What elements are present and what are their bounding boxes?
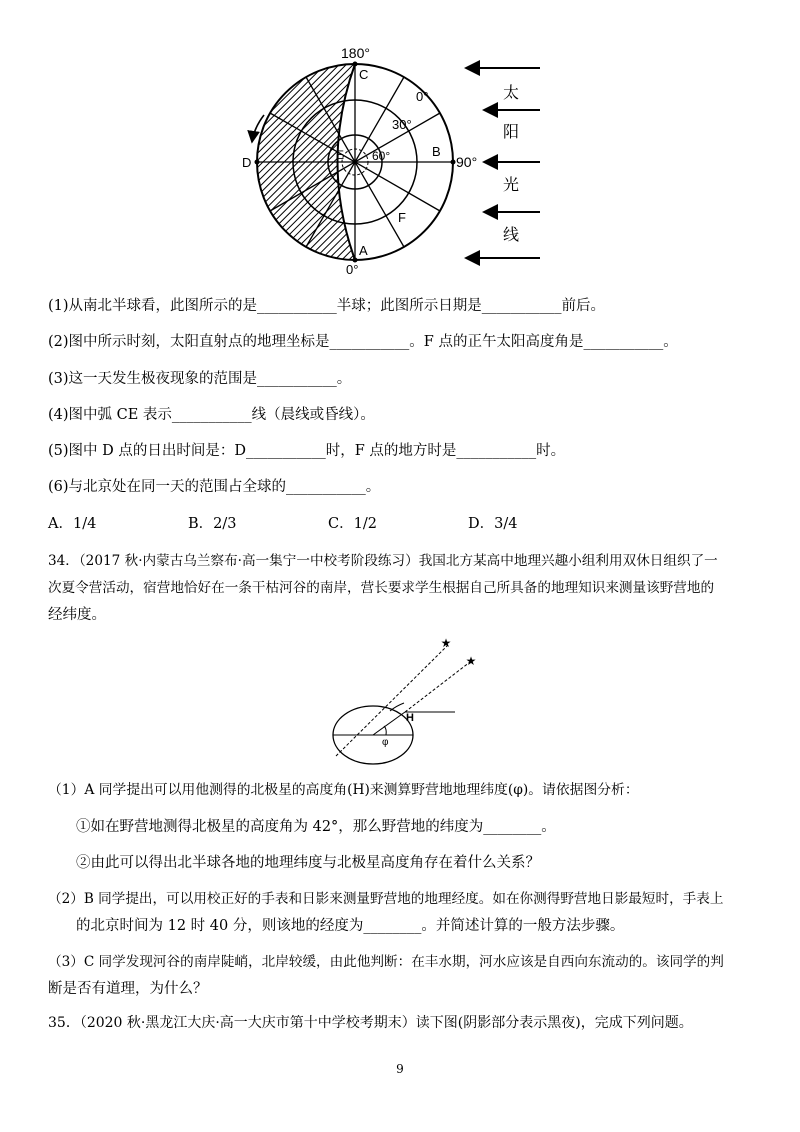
q33-option-b[interactable]: B．2/3 (188, 516, 237, 532)
label-a: A (359, 243, 368, 258)
q34-intro-line3: 经纬度。 (48, 607, 106, 623)
q33-item-6: (6)与北京处在同一天的范围占全球的___________。 (48, 479, 381, 495)
q33-item-3: (3)这一天发生极夜现象的范围是___________。 (48, 371, 352, 387)
label-60: 60° (372, 149, 391, 163)
q33-option-c[interactable]: C．1/2 (328, 516, 377, 532)
sunlight-char-1: 太 (502, 85, 520, 102)
q34-intro-line1: 34．（2017 秋·内蒙古乌兰察布·高一集宁一中校考阶段练习）我国北方某高中地理兴趣小组利用双休日组织了一 (48, 553, 718, 569)
label-e: E (336, 148, 345, 162)
q34-part1b: ②由此可以得出北半球各地的地理纬度与北极星高度角存在着什么关系？ (76, 855, 540, 871)
label-90: 90° (456, 154, 478, 170)
q33-item-2: (2)图中所示时刻，太阳直射点的地理坐标是___________。F 点的正午太阳高度角是___________。 (48, 334, 678, 350)
label-180: 180° (341, 45, 370, 61)
label-upper-zero: 0° (416, 89, 429, 104)
label-c: C (359, 67, 369, 82)
page-number: 9 (396, 1062, 404, 1076)
q35-line: 35．（2020 秋·黑龙江大庆·高一大庆市第十中学校考期末）读下图(阴影部分表示黑夜)，完成下列问题。 (48, 1015, 693, 1031)
q33-item-1: (1)从南北半球看，此图所示的是___________半球；此图所示日期是___________前后。 (48, 298, 606, 314)
label-f: F (398, 210, 406, 225)
label-bottom-zero: 0° (346, 262, 359, 277)
q34-part1a: ①如在野营地测得北极星的高度角为 42°，那么野营地的纬度为________。 (76, 819, 556, 835)
polar-view-figure (235, 40, 555, 280)
q33-item-5: (5)图中 D 点的日出时间是：D___________时，F 点的地方时是___________时。 (48, 443, 566, 459)
polaris-altitude-figure (320, 632, 490, 772)
q33-option-a[interactable]: A．1/4 (48, 516, 97, 532)
q33-item-4: (4)图中弧 CE 表示___________线（晨线或昏线）。 (48, 407, 375, 423)
sunlight-char-2: 阳 (502, 124, 520, 141)
q34-part2-line1: （2）B 同学提出，可以用校正好的手表和日影来测量野营地的地理经度。如在你测得野营地日影最短时，手表上 (48, 891, 724, 907)
sunlight-char-4: 线 (502, 227, 520, 244)
label-phi: φ (382, 737, 389, 748)
label-b: B (432, 144, 441, 159)
q34-part1: （1）A 同学提出可以用他测得的北极星的高度角(H)来测算野营地地理纬度(φ)。请依据图分析： (48, 782, 639, 798)
label-30: 30° (392, 117, 412, 132)
star-icon-1: ★ (440, 636, 452, 650)
q34-intro-line2: 次夏令营活动，宿营地恰好在一条干枯河谷的南岸，营长要求学生根据自己所具备的地理知识来测量该野营地的 (48, 580, 715, 596)
label-d: D (242, 155, 252, 170)
label-h: H (406, 712, 414, 724)
q34-part2-line2: 的北京时间为 12 时 40 分，则该地的经度为________。并简述计算的一般方法步骤。 (76, 918, 625, 934)
q34-part3-line1: （3）C 同学发现河谷的南岸陡峭，北岸较缓，由此他判断：在丰水期，河水应该是自西向东流动的。该同学的判 (48, 954, 724, 970)
q34-part3-line2: 断是否有道理，为什么？ (48, 981, 208, 997)
q33-option-d[interactable]: D．3/4 (468, 516, 518, 532)
sunlight-char-3: 光 (502, 177, 520, 194)
star-icon-2: ★ (465, 654, 477, 668)
